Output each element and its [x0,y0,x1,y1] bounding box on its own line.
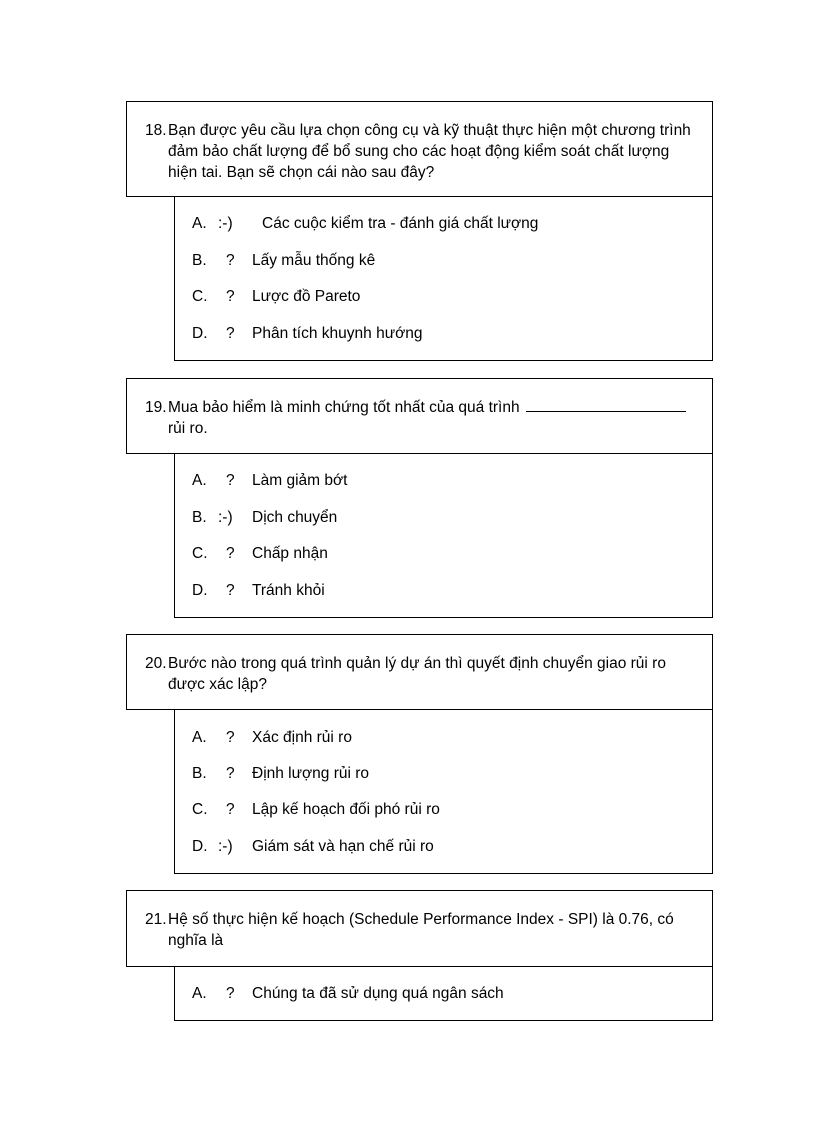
option-c[interactable]: C. ? Lược đồ Pareto [192,288,361,305]
question-21-prompt [145,909,694,951]
question-19-prompt [145,397,694,439]
question-19-options [174,453,713,618]
question-20-prompt [145,653,694,695]
question-text: Hệ số thực hiện kế hoạch (Schedule Performance Index - SPI) là 0.76, có nghĩa là [168,911,674,949]
answer-mark: ? [226,252,235,269]
answer-mark: ? [226,729,235,746]
answer-mark: ? [226,801,235,818]
option-d[interactable]: D. :-) Giám sát và hạn chế rủi ro [192,838,434,855]
answer-mark: ? [226,288,235,305]
question-18-prompt [145,120,694,183]
option-b[interactable]: B. ? Định lượng rủi ro [192,765,370,782]
question-number: 21. [145,911,167,928]
answer-mark: ? [226,985,235,1002]
answer-mark: ? [226,582,235,599]
option-c[interactable]: C. ? Lập kế hoạch đối phó rủi ro [192,801,440,818]
question-text: Bước nào trong quá trình quản lý dự án thì quyết định chuyển giao rủi ro được xác lập? [168,655,666,693]
question-18-options [174,196,713,361]
question-21-box [126,890,713,967]
answer-mark: ? [226,472,235,489]
question-20-box [126,634,713,710]
option-d[interactable]: D. ? Tránh khỏi [192,582,325,599]
option-a[interactable]: A. :-) Các cuộc kiểm tra - đánh giá chất lượng [192,215,539,232]
question-19-box [126,378,713,454]
answer-mark: ? [226,765,235,782]
question-20-options [174,709,713,874]
question-number: 18. [145,122,167,139]
question-text: Bạn được yêu cầu lựa chọn công cụ và kỹ thuật thực hiện một chương trình đảm bảo chất lượng để bổ sung cho các hoạt động kiểm soát chất lượng hiện tai. Bạn sẽ chọn cái nào sau đây? [168,122,691,181]
option-a[interactable]: A. ? Chúng ta đã sử dụng quá ngân sách [192,985,504,1002]
correct-answer-mark: :-) [218,838,233,855]
question-number: 19. [145,399,167,416]
answer-mark: ? [226,545,235,562]
option-a[interactable]: A. ? Làm giảm bớt [192,472,348,489]
question-number: 20. [145,655,167,672]
question-21-options [174,966,713,1021]
question-text: Mua bảo hiểm là minh chứng tốt nhất của quá trình rủi ro. [145,397,694,439]
option-a[interactable]: A. ? Xác định rủi ro [192,729,352,746]
option-b[interactable]: B. ? Lấy mẫu thống kê [192,252,376,269]
correct-answer-mark: :-) [218,215,233,232]
option-b[interactable]: B. :-) Dịch chuyển [192,509,338,526]
answer-mark: ? [226,325,235,342]
question-18-box [126,101,713,197]
correct-answer-mark: :-) [218,509,233,526]
option-d[interactable]: D. ? Phân tích khuynh hướng [192,325,423,342]
fill-in-blank [526,397,686,412]
option-c[interactable]: C. ? Chấp nhận [192,545,328,562]
